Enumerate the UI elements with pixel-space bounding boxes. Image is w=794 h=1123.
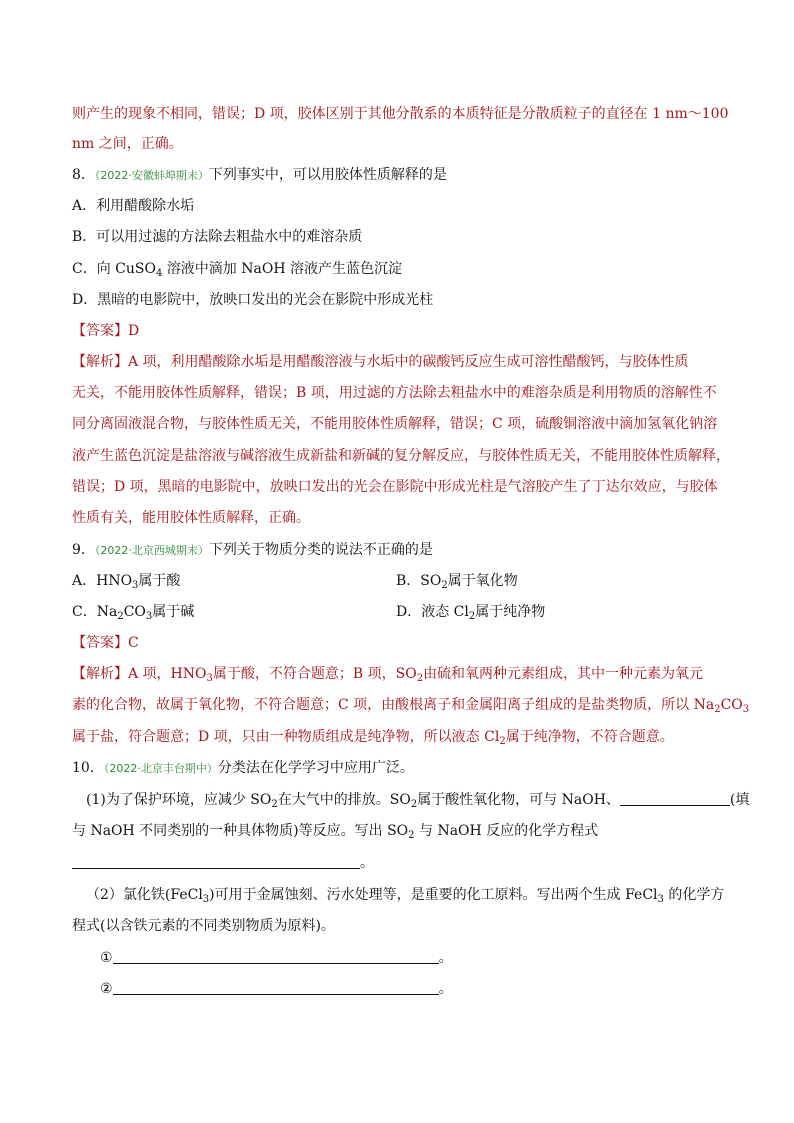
q10-source: （2022·北京丰台期中） [103, 762, 218, 775]
q7-analysis-line2: nm 之间，正确。 [72, 136, 183, 152]
q9-option-b-pre: B．SO [396, 573, 442, 589]
q10-stem [72, 758, 732, 779]
q8-analysis-line5: 错误；D 项，黑暗的电影院中，放映口发出的光会在影院中形成光柱是气溶胶产生了丁达尔效应，与胶体 [72, 479, 718, 495]
q9-stem-text: 下列关于物质分类的说法不正确的是 [208, 542, 433, 558]
q9-stem [72, 540, 732, 561]
circle-one: ① [100, 950, 113, 966]
q10-part1-line3 [72, 853, 732, 873]
q8-analysis-line3: 同分离固液混合物，与胶体性质无关，不能用胶体性质解释，错误；C 项，硫酸铜溶液中滴加氢氧化钠溶 [72, 416, 718, 432]
q10-part1-line1 [86, 790, 750, 810]
q9-option-a-pre: A．HNO [72, 573, 133, 589]
q10-p3-end: 。 [360, 855, 374, 871]
q9-a2-s1: 2 [714, 704, 721, 715]
q9-option-c-sub1: 2 [117, 611, 124, 622]
q9-option-d-post: 属于纯净物 [475, 604, 546, 620]
q10-p1-s1: 2 [271, 799, 278, 810]
q10-end-1: 。 [438, 950, 453, 966]
q10-number: 10． [72, 760, 104, 776]
q9-option-a-post: 属于酸 [138, 573, 181, 589]
q10-p2-1: 与 NaOH 不同类别的一种具体物质)等反应。写出 SO [72, 823, 409, 839]
q8-answer-label: 【答案】 [72, 323, 128, 339]
q8-answer-value: D [128, 323, 140, 339]
q9-a1-s2: 2 [416, 673, 424, 684]
q8-stem [72, 165, 732, 186]
q10-p4-2: )可用于金属蚀刻、污水处理等，是重要的化工原料。写出两个生成 FeCl [209, 887, 658, 903]
q8-analysis-text1: A 项，利用醋酸除水垢是用醋酸溶液与水垢中的碳酸钙反应生成可溶性醋酸钙，与胶体性质 [128, 354, 689, 370]
q8-analysis-label: 【解析】 [72, 354, 128, 370]
q9-options-row1 [72, 571, 732, 591]
q9-a2-s2: 3 [742, 704, 750, 715]
answer-blank-2[interactable] [72, 853, 360, 869]
q9-options-row2 [72, 602, 732, 622]
q9-option-a-sub: 3 [132, 580, 139, 591]
q9-a3-s1: 2 [499, 736, 506, 747]
q8-option-a: A．利用醋酸除水垢 [72, 198, 195, 214]
q10-end-2: 。 [438, 981, 453, 997]
q10-p4-3: 的化学方 [663, 887, 725, 903]
circle-two: ② [100, 981, 113, 997]
q8-option-b: B．可以用过滤的方法除去粗盐水中的难溶杂质 [72, 229, 363, 245]
q10-p1-2: 在大气中的排放。SO [277, 792, 411, 808]
q9-answer [72, 633, 732, 653]
q9-analysis-label: 【解析】 [72, 666, 128, 682]
q9-option-c-pre: C．Na [72, 604, 118, 620]
q9-a3-2: 属于纯净物，不符合题意。 [505, 729, 674, 745]
q10-part2-blank2-line [100, 979, 760, 999]
q9-source: （2022·北京西城期末） [94, 544, 209, 557]
q7-analysis-line1: 则产生的现象不相同，错误；D 项，胶体区别于其他分散系的本质特征是分散质粒子的直径在 1 nm～100 [72, 106, 729, 122]
q9-option-d [396, 602, 545, 622]
q9-option-d-pre: D．液态 Cl [396, 604, 469, 620]
q10-p1-1: (1)为了保护环境，应减少 SO [86, 792, 272, 808]
q8-option-c-post: 溶液中滴加 NaOH 溶液产生蓝色沉淀 [162, 261, 402, 277]
q8-source: （2022·安徽蚌埠期末） [94, 169, 209, 182]
q8-option-d: D．黑暗的电影院中，放映口发出的光会在影院中形成光柱 [72, 292, 434, 308]
q10-part2-line2: 程式(以含铁元素的不同类别物质为原料)。 [72, 918, 335, 934]
q8-analysis-line1 [72, 352, 732, 372]
q9-analysis-line1 [72, 664, 732, 684]
q9-a1-s1: 3 [206, 673, 213, 684]
q10-p4-s2: 3 [657, 894, 664, 905]
q9-a1-2: 属于酸，不符合题意；B 项，SO [212, 666, 417, 682]
q9-a1-1: A 项，HNO [128, 666, 207, 682]
q9-answer-value: C [128, 635, 139, 651]
q10-part2-blank1-line [100, 948, 760, 968]
q10-p1-s2: 2 [410, 799, 418, 810]
q10-stem-text: 分类法在化学学习中应用广泛。 [217, 760, 414, 776]
q8-analysis-line2: 无关，不能用胶体性质解释，错误；B 项，用过滤的方法除去粗盐水中的难溶杂质是利用物质的溶解性不 [72, 385, 717, 401]
q8-option-c [72, 259, 732, 279]
q9-a2-1: 素的化合物，故属于氧化物，不符合题意；C 项，由酸根离子和金属阳离子组成的是盐类物质，所以 Na [72, 697, 715, 713]
q8-option-c-sub: 4 [155, 268, 163, 279]
q9-number: 9． [72, 542, 95, 558]
q8-answer [72, 321, 732, 341]
q9-option-b-post: 属于氧化物 [447, 573, 518, 589]
q9-option-c [72, 604, 194, 620]
q9-analysis-line2 [72, 695, 750, 715]
q9-option-b-sub: 2 [441, 580, 448, 591]
q9-option-c-post: 属于碱 [152, 604, 195, 620]
q8-analysis-line4: 液产生蓝色沉淀是盐溶液与碱溶液生成新盐和新碱的复分解反应，与胶体性质无关，不能用胶体性质解释， [72, 448, 730, 464]
q10-p1-3: 属于酸性氧化物，可与 NaOH、 [417, 792, 620, 808]
q9-a3-1: 属于盐，符合题意；D 项，只由一种物质组成是纯净物，所以液态 Cl [72, 729, 500, 745]
q8-analysis-line6: 性质有关，能用胶体性质解释，正确。 [72, 510, 310, 526]
q8-number: 8． [72, 167, 95, 183]
q9-a1-3: 由硫和氧两种元素组成，其中一种元素为氧元 [423, 666, 704, 682]
q10-part1-line2 [72, 821, 732, 841]
q9-option-b [396, 571, 518, 591]
q10-p1-4: (填 [729, 792, 750, 808]
q9-option-c-sub2: 3 [145, 611, 153, 622]
q9-a2-2: CO [720, 697, 743, 713]
q9-answer-label: 【答案】 [72, 635, 128, 651]
q10-part2-line1 [86, 885, 746, 905]
q9-option-c-mid: CO [123, 604, 146, 620]
q10-p4-1: （2）氯化铁(FeCl [86, 887, 203, 903]
q10-p4-s1: 3 [202, 894, 210, 905]
q9-option-a [72, 573, 180, 589]
q10-p2-s1: 2 [408, 830, 415, 841]
q8-stem-text: 下列事实中，可以用胶体性质解释的是 [208, 167, 447, 183]
q9-analysis-line3 [72, 727, 732, 747]
q10-p2-2: 与 NaOH 反应的化学方程式 [414, 823, 599, 839]
q8-option-c-pre: C．向 CuSO [72, 261, 156, 277]
answer-blank-1[interactable] [620, 790, 730, 806]
answer-blank-3[interactable] [113, 948, 439, 964]
answer-blank-4[interactable] [113, 979, 439, 995]
q9-option-d-sub: 2 [468, 611, 476, 622]
